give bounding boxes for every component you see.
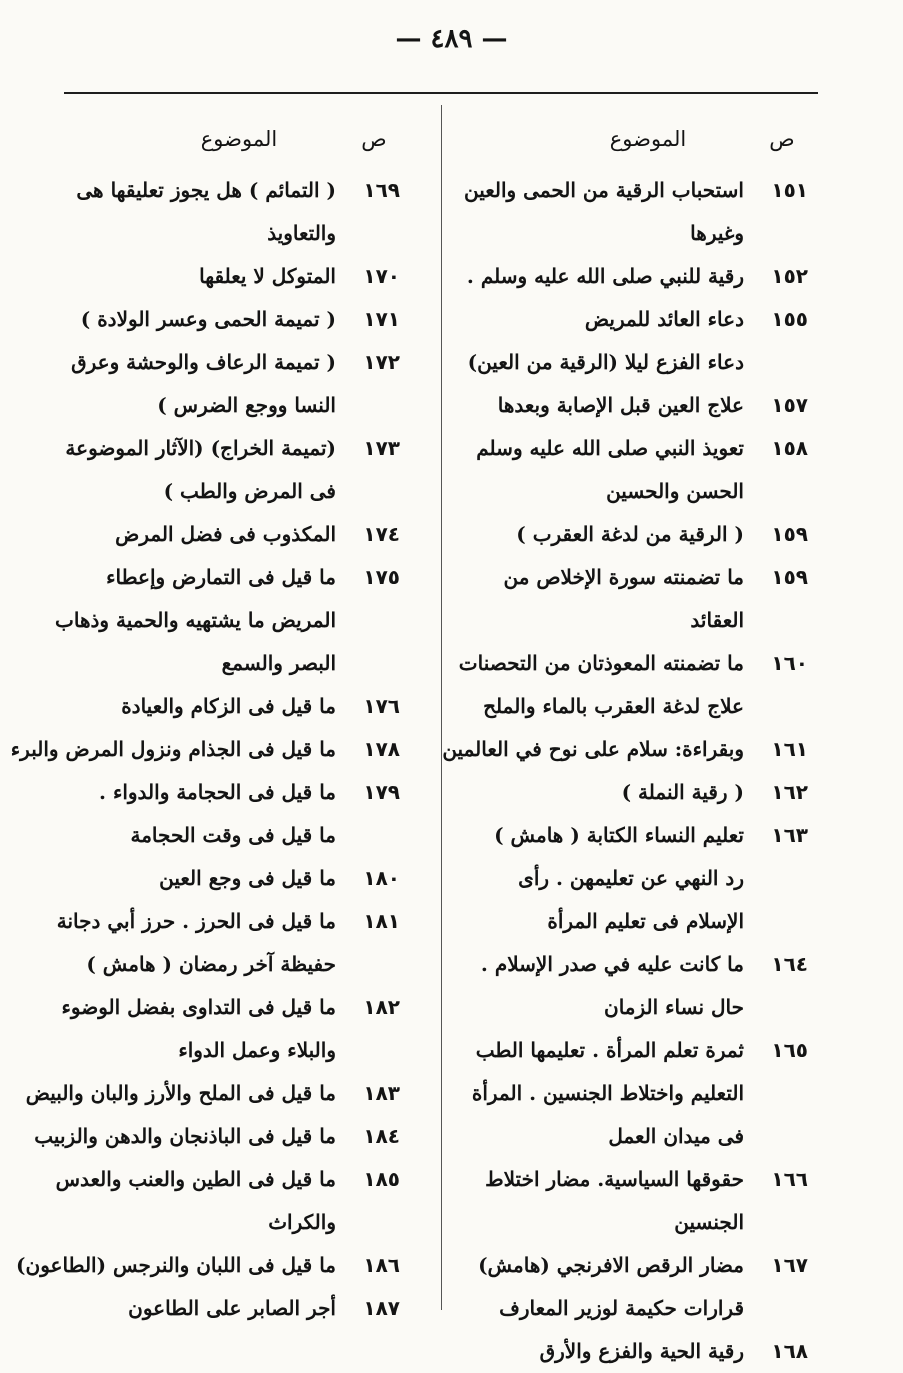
entry-topic-line: المتوكل لا يعلقها bbox=[199, 264, 336, 288]
entry-page-number: ١٦٦ bbox=[771, 1167, 808, 1191]
page-heading: ص bbox=[769, 127, 795, 151]
index-entry bbox=[470, 513, 808, 556]
entry-topic bbox=[11, 728, 336, 771]
index-entry bbox=[60, 298, 400, 341]
entry-topic-line: ثمرة تعلم المرأة . تعليمها الطب bbox=[475, 1038, 744, 1062]
entry-topic-line: حقوقها السياسية. مضار اختلاط bbox=[485, 1167, 744, 1191]
entry-topic bbox=[470, 384, 744, 427]
index-entry bbox=[470, 1244, 808, 1330]
index-entry bbox=[60, 1287, 400, 1330]
entry-topic bbox=[470, 943, 744, 1029]
entry-topic bbox=[60, 513, 336, 556]
entry-topic-line: المكذوب فى فضل المرض bbox=[115, 522, 336, 546]
index-entry bbox=[470, 771, 808, 814]
entry-page-number: ١٥٥ bbox=[771, 307, 808, 331]
page-heading: ص bbox=[361, 127, 387, 151]
entry-topic-line: ( تميمة الرعاف والوحشة وعرق bbox=[71, 350, 336, 374]
index-entry bbox=[463, 169, 808, 255]
entry-topic-line: فى ميدان العمل bbox=[608, 1124, 744, 1148]
index-column-left bbox=[10, 127, 400, 1330]
topic-heading: الموضوع bbox=[609, 127, 687, 151]
entry-topic bbox=[459, 642, 744, 728]
index-entry bbox=[60, 986, 400, 1072]
entry-page-number: ١٨١ bbox=[363, 909, 400, 933]
entry-topic-line: والبلاء وعمل الدواء bbox=[178, 1038, 336, 1062]
entry-topic-line: مضار الرقص الافرنجي (هامش) bbox=[478, 1253, 744, 1277]
entry-topic-line: التعليم واختلاط الجنسين . المرأة bbox=[471, 1081, 744, 1105]
entry-page-number: ١٧١ bbox=[363, 307, 400, 331]
entry-page-number: ١٥٩ bbox=[771, 522, 808, 546]
index-column-right bbox=[442, 127, 808, 1373]
entry-page-number: ١٥٢ bbox=[771, 264, 808, 288]
page-number: — ٤٨٩ — bbox=[395, 24, 508, 54]
topic-heading: الموضوع bbox=[200, 127, 278, 151]
entry-topic-line: وبقراءة: سلام على نوح في العالمين bbox=[442, 737, 744, 761]
entry-topic-line: المريض ما يشتهيه والحمية وذهاب bbox=[55, 608, 336, 632]
entry-topic-line: ما قيل فى الزكام والعيادة bbox=[121, 694, 336, 718]
index-entry bbox=[10, 728, 400, 771]
entry-topic bbox=[60, 341, 336, 427]
entry-topic-line: ما قيل فى الجذام ونزول المرض والبرء bbox=[10, 737, 336, 761]
entry-topic-line: والتعاويذ bbox=[267, 221, 336, 245]
entry-topic-line: ما قيل فى الملح والأرز والبان والبيض bbox=[25, 1081, 336, 1105]
entry-topic-line: ما تضمنته المعوذتان من التحصنات bbox=[458, 651, 744, 675]
entry-topic-line: ما قيل فى اللبان والنرجس (الطاعون) bbox=[16, 1253, 336, 1277]
entry-page-number: ١٦٠ bbox=[771, 651, 808, 675]
entry-topic-line: رد النهي عن تعليمهن . رأى bbox=[518, 866, 744, 890]
entry-topic-line: ما قيل فى التمارض وإعطاء bbox=[106, 565, 336, 589]
entry-page-number: ١٧٠ bbox=[363, 264, 400, 288]
entry-page-number: ١٧٨ bbox=[363, 737, 400, 761]
index-entry bbox=[466, 255, 808, 298]
entry-page-number: ١٦٣ bbox=[771, 823, 808, 847]
entry-topic-line: حفيظة آخر رمضان ( هامش ) bbox=[86, 952, 336, 976]
entry-topic-line: ما قيل فى الباذنجان والدهن والزبيب bbox=[34, 1124, 336, 1148]
entry-page-number: ١٦٩ bbox=[363, 178, 400, 202]
entry-topic bbox=[470, 814, 744, 943]
entry-topic-line: وغيرها bbox=[690, 221, 744, 245]
index-entry bbox=[60, 255, 400, 298]
header-rule bbox=[64, 92, 818, 94]
index-entry bbox=[470, 1029, 808, 1158]
entry-topic-line: استحباب الرقية من الحمى والعين bbox=[463, 178, 744, 202]
entry-topic bbox=[470, 1158, 744, 1244]
index-entry bbox=[60, 427, 400, 513]
entry-topic bbox=[56, 1158, 336, 1244]
index-entry bbox=[470, 1158, 808, 1244]
entry-topic bbox=[442, 728, 744, 771]
entry-topic-line: العقائد bbox=[690, 608, 744, 632]
entry-topic-line: ما قيل فى الحجامة والدواء . bbox=[99, 780, 336, 804]
entry-topic-line: ( الرقية من لدغة العقرب ) bbox=[516, 522, 744, 546]
entry-page-number: ١٦٧ bbox=[771, 1253, 808, 1277]
entry-page-number: ١٨٢ bbox=[363, 995, 400, 1019]
index-entry bbox=[60, 169, 400, 255]
entry-topic bbox=[60, 1287, 336, 1330]
entry-topic bbox=[60, 427, 336, 513]
entry-topic-line: ما قيل فى وجع العين bbox=[159, 866, 336, 890]
index-entry bbox=[60, 685, 400, 728]
index-entry bbox=[470, 1330, 808, 1373]
index-entry bbox=[470, 384, 808, 427]
index-entry bbox=[60, 857, 400, 900]
entry-page-number: ١٥٨ bbox=[771, 436, 808, 460]
entry-topic-line: علاج لدغة العقرب بالماء والملح bbox=[483, 694, 744, 718]
entry-topic-line: الإسلام فى تعليم المرأة bbox=[547, 909, 744, 933]
entry-page-number: ١٨٤ bbox=[363, 1124, 400, 1148]
column-header bbox=[60, 127, 400, 151]
entry-topic bbox=[34, 1115, 336, 1158]
entry-topic-line: رقية الحية والفزع والأرق bbox=[539, 1339, 744, 1363]
entry-topic bbox=[16, 1244, 336, 1287]
index-entry bbox=[60, 341, 400, 427]
entry-topic-line: ما تضمنته سورة الإخلاص من bbox=[503, 565, 744, 589]
entry-topic-line: (تميمة الخراج) (الآثار الموضوعة bbox=[65, 436, 336, 460]
entry-page-number: ١٥٧ bbox=[771, 393, 808, 417]
entry-topic bbox=[60, 298, 336, 341]
entry-page-number: ١٦٤ bbox=[771, 952, 808, 976]
entry-topic bbox=[470, 556, 744, 642]
entry-page-number: ١٧٢ bbox=[363, 350, 400, 374]
entry-topic-line: دعاء الفزع ليلا (الرقية من العين) bbox=[467, 350, 744, 374]
index-entry bbox=[60, 771, 400, 857]
entry-topic-line: ما قيل فى الطين والعنب والعدس bbox=[55, 1167, 336, 1191]
entry-topic-line: تعليم النساء الكتابة ( هامش ) bbox=[494, 823, 744, 847]
entry-page-number: ١٨٦ bbox=[363, 1253, 400, 1277]
entry-page-number: ١٦٨ bbox=[771, 1339, 808, 1363]
entry-page-number: ١٧٥ bbox=[363, 565, 400, 589]
entry-topic bbox=[464, 169, 744, 255]
entry-topic bbox=[26, 1072, 336, 1115]
entry-page-number: ١٦٥ bbox=[771, 1038, 808, 1062]
entry-topic-line: رقية للنبي صلى الله عليه وسلم . bbox=[466, 264, 744, 288]
entry-topic-line: فى المرض والطب ) bbox=[163, 479, 336, 503]
entry-topic-line: الجنسين bbox=[674, 1210, 744, 1234]
entry-topic bbox=[60, 685, 336, 728]
entry-page-number: ١٨٠ bbox=[363, 866, 400, 890]
column-divider bbox=[441, 105, 442, 1310]
index-entry bbox=[470, 943, 808, 1029]
entry-page-number: ١٧٦ bbox=[363, 694, 400, 718]
entry-topic bbox=[468, 298, 744, 384]
index-entry bbox=[60, 513, 400, 556]
entry-topic bbox=[467, 255, 744, 298]
index-entry bbox=[458, 642, 808, 728]
entry-topic-line: ( رقية النملة ) bbox=[621, 780, 744, 804]
entry-page-number: ١٨٥ bbox=[363, 1167, 400, 1191]
entry-topic-line: ( تميمة الحمى وعسر الولادة ) bbox=[80, 307, 336, 331]
entry-topic-line: ( التمائم ) هل يجوز تعليقها هى bbox=[76, 178, 336, 202]
index-entry bbox=[55, 1158, 400, 1244]
entry-topic bbox=[55, 556, 336, 685]
entry-page-number: ١٧٣ bbox=[363, 436, 400, 460]
entry-topic-line: أجر الصابر على الطاعون bbox=[128, 1296, 336, 1320]
entry-page-number: ١٥٩ bbox=[771, 565, 808, 589]
entry-topic bbox=[57, 900, 336, 986]
index-entry bbox=[16, 1244, 400, 1287]
column-header bbox=[470, 127, 808, 151]
entry-topic-line: الحسن والحسين bbox=[606, 479, 744, 503]
entry-topic bbox=[60, 986, 336, 1072]
entry-page-number: ١٨٣ bbox=[363, 1081, 400, 1105]
entry-topic bbox=[470, 1029, 744, 1158]
index-entry bbox=[25, 1072, 400, 1115]
entry-topic bbox=[60, 169, 336, 255]
entry-topic bbox=[60, 857, 336, 900]
entry-page-number: ١٨٧ bbox=[363, 1296, 400, 1320]
entry-topic-line: ما قيل فى وقت الحجامة bbox=[130, 823, 336, 847]
index-entry bbox=[55, 556, 400, 685]
entry-topic-line: ما كانت عليه في صدر الإسلام . bbox=[480, 952, 744, 976]
entry-page-number: ١٥١ bbox=[771, 178, 808, 202]
entry-topic-line: قرارات حكيمة لوزير المعارف bbox=[499, 1296, 744, 1320]
index-entry bbox=[56, 900, 400, 986]
entry-topic bbox=[470, 1330, 744, 1373]
index-entry bbox=[470, 427, 808, 513]
entry-list bbox=[10, 169, 400, 1330]
entry-page-number: ١٦١ bbox=[771, 737, 808, 761]
entry-topic bbox=[60, 771, 336, 857]
entry-list bbox=[442, 169, 808, 1373]
entry-topic bbox=[60, 255, 336, 298]
entry-topic-line: النسا ووجع الضرس ) bbox=[157, 393, 336, 417]
index-entry bbox=[34, 1115, 400, 1158]
entry-topic-line: علاج العين قبل الإصابة وبعدها bbox=[497, 393, 744, 417]
index-entry bbox=[467, 298, 808, 384]
entry-topic bbox=[470, 427, 744, 513]
entry-topic-line: ما قيل فى الحرز . حرز أبي دجانة bbox=[56, 909, 336, 933]
index-entry bbox=[442, 728, 808, 771]
entry-topic-line: تعويذ النبي صلى الله عليه وسلم bbox=[476, 436, 744, 460]
entry-topic-line: والكراث bbox=[268, 1210, 336, 1234]
entry-topic bbox=[470, 1244, 744, 1330]
entry-topic-line: دعاء العائد للمريض bbox=[584, 307, 744, 331]
entry-page-number: ١٧٩ bbox=[363, 780, 400, 804]
entry-page-number: ١٦٢ bbox=[771, 780, 808, 804]
index-entry bbox=[470, 556, 808, 642]
entry-topic bbox=[470, 513, 744, 556]
entry-page-number: ١٧٤ bbox=[363, 522, 400, 546]
entry-topic-line: ما قيل فى التداوى بفضل الوضوء bbox=[61, 995, 336, 1019]
entry-topic-line: البصر والسمع bbox=[221, 651, 336, 675]
index-entry bbox=[470, 814, 808, 943]
entry-topic-line: حال نساء الزمان bbox=[604, 995, 744, 1019]
entry-topic bbox=[470, 771, 744, 814]
